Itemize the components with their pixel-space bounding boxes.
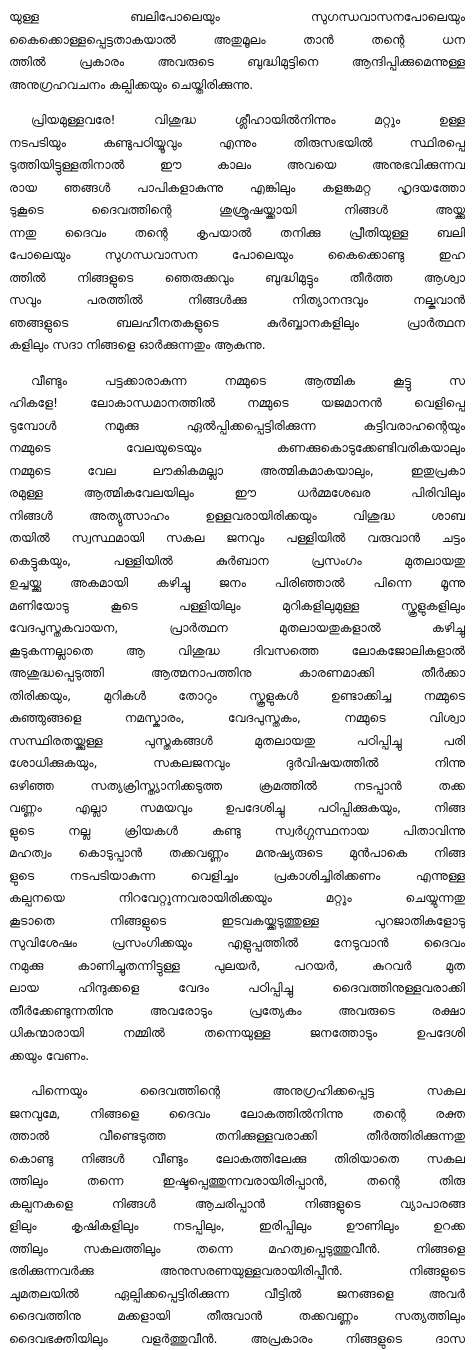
text-line: അശുദ്ധപ്പെടുത്തി ആത്മനാപത്തിനു കാരണമാക്കി തീർക്കാ <box>9 662 465 685</box>
text-line: പോലെയും സുഗന്ധവാസന പോലെയും കൈക്കൊണ്ടു ഇഹ <box>9 244 465 267</box>
text-line: കൈക്കൊള്ളപ്പെട്ടതാകയാൽ അതുമൂലം താൻ തന്റെ ധന <box>9 29 465 52</box>
text-line: ഒഴിഞ്ഞ സത്യക്രിസ്ത്യാനിക്കടുത്ത ക്രമത്തിൽ നടപ്പാൻ തക്ക <box>9 775 465 798</box>
text-line: കല്പനയെ നിറവേറ്റുന്നവരായിരിക്കയും മറ്റും ചെയ്യുന്നതു <box>9 887 465 910</box>
text-line: ധികന്മാരായി നമ്മിൽ തന്നെയുള്ള ജനത്തോടും ഉപദേശി <box>9 1022 465 1045</box>
text-line: ടുമ്പോൾ നമുക്കു ഏൽപ്പിക്കപ്പെട്ടിരിക്കുന്ന കട്ടിവരാഹന്റെയും <box>9 415 465 438</box>
text-line: ലായ ഹിന്ദുക്കളെ വേദം പഠിപ്പിച്ചു ദൈവത്തിനുള്ളവരാക്കി <box>9 977 465 1000</box>
text-line: നിങ്ങൾ അത്യുത്സാഹം ഉള്ളവരായിരിക്കയും വിശുദ്ധ ശാബ <box>9 505 465 528</box>
text-line: ഹികളേ! ലോകാന്ധമാനത്തിൽ നമ്മുടെ യജമാനൻ വെളിപ്പെ <box>9 392 465 415</box>
paragraph-4 <box>9 1080 465 1350</box>
text-line: ഭരിക്കുന്നവർക്കു അനുസരണയുള്ളവരായിരിപ്പീൻ. നിങ്ങളുടെ <box>9 1260 465 1283</box>
text-line: അനുഗ്രഹവചനം കല്പിക്കയും ചെയ്തിരിക്കുന്നു. <box>9 74 465 97</box>
text-line: ത്തിൽ നിങ്ങളുടെ ഞെരുക്കവും ബുദ്ധിമുട്ടും തീർത്ത ആശ്വാ <box>9 267 465 290</box>
text-line: നടപടിയും കണ്ടുപഠിയ്യൂവും എന്നും തിരുസഭയിൽ സ്ഥിരപ്പെ <box>9 132 465 155</box>
text-line: വണ്ണം എല്ലാ സമയവും ഉപദേശിച്ചു പഠിപ്പിക്കുകയും, നിങ്ങ <box>9 797 465 820</box>
text-line: യുള്ള ബലിപോലെയും സുഗന്ധവാസനപോലെയും <box>9 6 465 29</box>
text-line: ന്നതു ദൈവം തന്റെ കൃപയാൽ തനിക്കു പ്രീതിയുള്ള ബലി <box>9 222 465 245</box>
text-line: കളിലും സദാ നിങ്ങളെ ഓർക്കുന്നതും ആകുന്നു. <box>9 334 465 357</box>
text-line: കെട്ടുകയും, പള്ളിയിൽ കുർബാന പ്രസംഗം മുതലായതു <box>9 550 465 573</box>
text-line: തിരിക്കയും, മുറികൾ തോറും സ്കൂളുകൾ ഉണ്ടാക്കിച്ച നമ്മുടെ <box>9 685 465 708</box>
text-line: രമുള്ള ആത്മികവേലയിലും ഈ ധർമ്മശേഖര പിരിവിലും <box>9 482 465 505</box>
text-line: സുവിശേഷം പ്രസംഗിക്കയും എളുപ്പത്തിൽ നേടുവാൻ ദൈവം <box>9 932 465 955</box>
text-line: ദൈവഭക്തിയിലും വളർത്തുവീൻ. അപ്രകാരം നിങ്ങളുടെ ദാസ <box>9 1328 465 1350</box>
text-line: വേദപുസ്തകവായന, പ്രാർത്ഥന മുതലായതുകളാൽ കഴിച്ചു <box>9 617 465 640</box>
text-line: തയിൽ സ്വസ്ഥമായി സകല ജനവും പള്ളിയിൽ വരുവാൻ ചട്ടം <box>9 527 465 550</box>
text-line: ചുമതലയിൽ ഏല്പിക്കപ്പെട്ടിരിക്കുന്ന വീട്ടിൽ ജനങ്ങളെ അവർ <box>9 1283 465 1306</box>
text-line: ളുടെ നല്ല ക്രിയകൾ കണ്ടു സ്വർഗ്ഗസ്ഥനായ പിതാവിന്നു <box>9 820 465 843</box>
text-line: ത്തിൽ പ്രകാരം അവരുടെ ബുദ്ധിമുട്ടിനെ ആന്ദിപ്പിക്കുമെന്നുള്ള <box>9 51 465 74</box>
text-line: ദൈവത്തിനു മക്കളായി തീരുവാൻ തക്കവണ്ണം സത്യത്തിലും <box>9 1305 465 1328</box>
text-line: ക്കയും വേണം. <box>9 1045 465 1068</box>
text-line: ടുകൂടെ ദൈവത്തിന്റെ ശുശ്രൂഷയ്ക്കായി നിങ്ങൾ അയ്ക്കു <box>9 199 465 222</box>
text-line: ത്തിലും തന്നെ ഇഷ്ടപ്പെത്തുന്നവരായിരിപ്പാൻ, തന്റെ തിരു <box>9 1170 465 1193</box>
text-line: നമ്മുടെ വേലയുടെയും കണക്കുകൊടുക്കേണ്ടിവരികയാലും <box>9 437 465 460</box>
text-line: സസ്ഥിരതയ്ക്കുള്ള പുസ്തകങ്ങൾ മുതലായതു പഠിപ്പിച്ചു പരി <box>9 730 465 753</box>
text-line: ശോധിക്കുകയും, സകലജനവും ദുർവിഷയത്തിൽ നിന്നു <box>9 752 465 775</box>
text-line: മണിയോടു കൂടെ പള്ളിയിലും മുറികളിലുമുള്ള സ്കൂളുകളിലും <box>9 595 465 618</box>
text-line: ഉച്ചയ്ക്കു അകമായി കഴിച്ചു ജനം പിരിഞ്ഞാൽ പിന്നെ മൂന്നു <box>9 572 465 595</box>
text-line: കുഞ്ഞുങ്ങളെ നമസ്കാരം, വേദപുസ്തകം, നമ്മുടെ വിശ്വാ <box>9 707 465 730</box>
text-line: കൊണ്ടു നിങ്ങൾ വീണ്ടും ലോകത്തിലേക്കു തിരിയാതെ സകല <box>9 1148 465 1171</box>
paragraph-1 <box>9 6 465 96</box>
text-line: പിന്നെയും ദൈവത്തിന്റെ അനുഗ്രഹിക്കപ്പെട്ട സകല <box>9 1080 465 1103</box>
text-line: ളുടെ നടപടിയാകുന്ന വെളിച്ചം പ്രകാശിച്ചിരിക്കണം എന്നുള്ള <box>9 865 465 888</box>
text-line: പ്രിയമുള്ളവരേ! വിശുദ്ധ ശ്ലീഹായിൽനിന്നും മറ്റും ഉള്ള <box>9 109 465 132</box>
text-line: ത്തിലും സകലത്തിലും തന്നെ മഹത്വപ്പെടുത്തുവീൻ. നിങ്ങളെ <box>9 1238 465 1261</box>
text-line: കൂടുകന്നല്ലാതെ ആ വിശുദ്ധ ദിവസത്തെ ലോകജോലികളാൽ <box>9 640 465 663</box>
text-line: ത്താൽ വീണ്ടെടുത്ത തനിക്കുള്ളവരാക്കി തീർത്തിരിക്കുന്നതു <box>9 1125 465 1148</box>
text-line: കല്പനകളെ നിങ്ങൾ ആചരിപ്പാൻ നിങ്ങളുടെ വ്യാപാരങ്ങ <box>9 1193 465 1216</box>
text-line: സവും പരത്തിൽ നിങ്ങൾക്കു നിത്യാനന്ദവും നല്കുവാൻ <box>9 289 465 312</box>
text-line: നമ്മുടെ വേല ലൗകികമല്ലാ അത്മികമാകയാലും, ഇതുപ്രകാ <box>9 460 465 483</box>
paragraph-3 <box>9 370 465 1068</box>
text-line: ളിലും കൃഷികളിലും നടപ്പിലും, ഇരിപ്പിലും ഊണിലും ഉറക്ക <box>9 1215 465 1238</box>
text-line: ഞങ്ങളുടെ ബലഹീനതകളുടെ കുർബ്ബാനകളിലും പ്രാർത്ഥന <box>9 312 465 335</box>
text-line: ടുത്തിയിട്ടുള്ളതിനാൽ ഈ കാലം അവയെ അനുഭവിക്കുന്നവ <box>9 154 465 177</box>
paragraph-2 <box>9 109 465 357</box>
text-line: മഹത്വം കൊടുപ്പാൻ തക്കവണ്ണം മനുഷ്യരുടെ മുൻപാകെ നിങ്ങ <box>9 842 465 865</box>
text-line: രായ ഞങ്ങൾ പാപികളാകുന്നു എങ്കിലും കളങ്കമറ്റ ഹൃദയത്തോ <box>9 177 465 200</box>
text-line: കൂടാതെ നിങ്ങളുടെ ഇടവകയ്ക്കടുത്തുള്ള പുറജാതികളോടു <box>9 910 465 933</box>
text-line: നമുക്കു കാണിച്ചുതന്നിട്ടുള്ള പുലയർ, പറയർ, കുറവർ മുത <box>9 955 465 978</box>
text-line: ജനവുമേ, നിങ്ങളെ ദൈവം ലോകത്തിൽനിന്നു തന്റെ രക്ത <box>9 1103 465 1126</box>
text-line: വീണ്ടും പട്ടക്കാരാകുന്ന നമ്മുടെ ആത്മിക കൂട്ടു സ <box>9 370 465 393</box>
text-line: തീർക്കേണ്ടുന്നതിനു അവരോടും പ്രത്യേകം അവരുടെ രക്ഷാ <box>9 1000 465 1023</box>
